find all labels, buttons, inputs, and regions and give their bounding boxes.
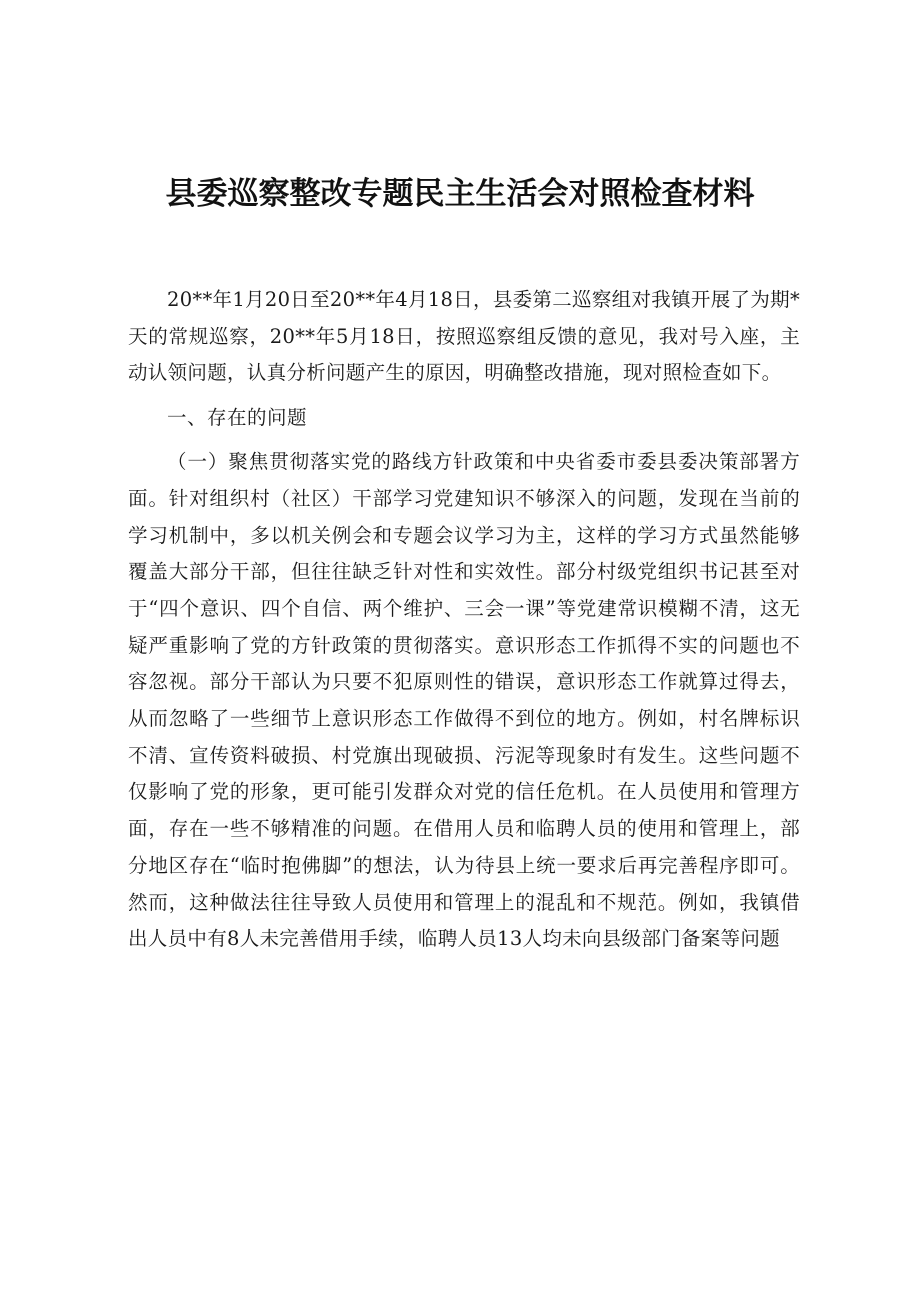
section-heading: 一、存在的问题: [167, 406, 308, 430]
intro-paragraph: 20**年1月20日至20**年4月18日，县委第二巡察组对我镇开展了为期*天的常规巡察，20**年5月18日，按照巡察组反馈的意见，我对号入座，主动认领问题，认真分析问题产生的原因，明确整改措施，现对照检查如下。: [128, 288, 800, 385]
document-title: 县委巡察整改专题民主生活会对照检查材料: [165, 176, 755, 212]
document-body: [128, 282, 800, 958]
section-paragraph: （一）聚焦贯彻落实党的路线方针政策和中央省委市委县委决策部署方面。针对组织村（社区）干部学习党建知识不够深入的问题，发现在当前的学习机制中，多以机关例会和专题会议学习为主，这样的学习方式虽然能够覆盖大部分干部，但往往缺乏针对性和实效性。部分村级党组织书记甚至对于“四个意识、四个自信、两个维护、三会一课”等党建常识模糊不清，这无疑严重影响了党的方针政策的贯彻落实。意识形态工作抓得不实的问题也不容忽视。部分干部认为只要不犯原则性的错误，意识形态工作就算过得去，从而忽略了一些细节上意识形态工作做得不到位的地方。例如，村名牌标识不清、宣传资料破损、村党旗出现破损、污泥等现象时有发生。这些问题不仅影响了党的形象，更可能引发群众对党的信任危机。在人员使用和管理方面，存在一些不够精准的问题。在借用人员和临聘人员的使用和管理上，部分地区存在“临时抱佛脚”的想法，认为待县上统一要求后再完善程序即可。然而，这种做法往往导致人员使用和管理上的混乱和不规范。例如，我镇借出人员中有8人未完善借用手续，临聘人员13人均未向县级部门备案等问题: [128, 450, 800, 951]
